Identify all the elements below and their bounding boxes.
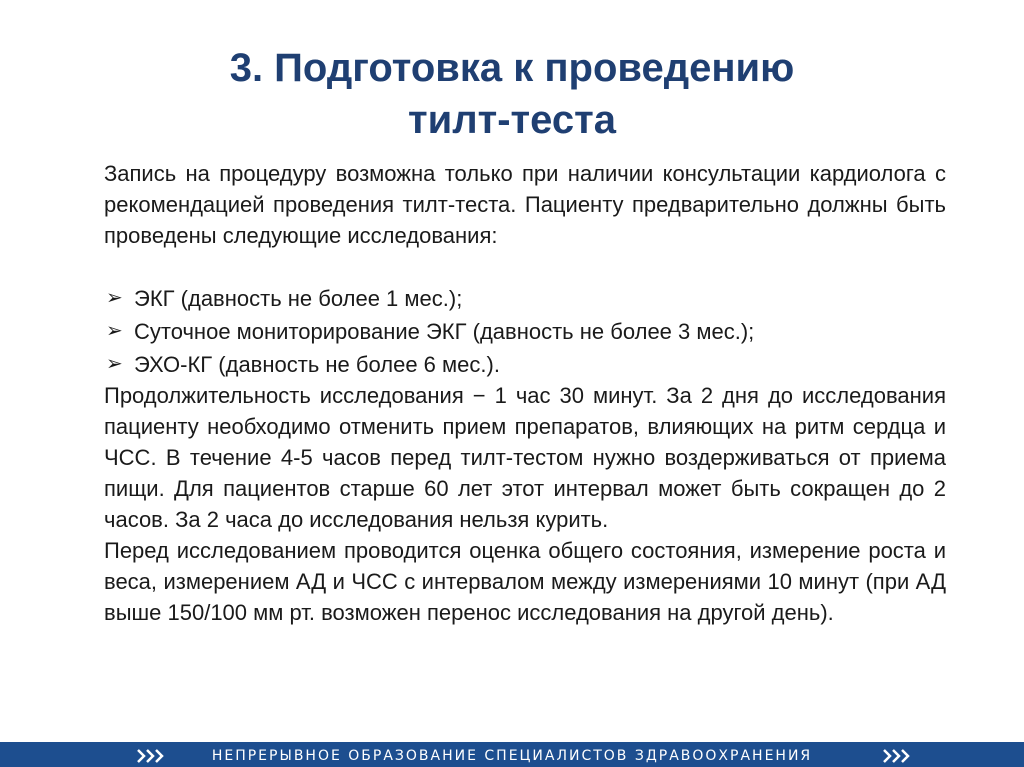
assessment-paragraph: Перед исследованием проводится оценка общего состояния, измерение роста и веса, измерением АД и ЧСС с интервалом между измерениями 10 минут (при АД выше 150/100 мм рт. возможен перенос исследования на другой день). <box>104 538 946 625</box>
list-item <box>104 315 946 348</box>
requirements-list <box>104 282 946 381</box>
duration-paragraph: Продолжительность исследования − 1 час 30 минут. За 2 дня до исследования пациенту необходимо отменить прием препаратов, влияющих на ритм сердца и ЧСС. В течение 4-5 часов перед тилт-тестом нужно воздерживаться от приема пищи. Для пациентов старше 60 лет этот интервал может быть сокращен до 2 часов. За 2 часа до исследования нельзя курить. <box>104 383 946 532</box>
title-line-2: тилт-теста <box>408 98 616 142</box>
details-block <box>104 380 946 628</box>
list-item-text: Суточное мониторирование ЭКГ (давность не более 3 мес.); <box>134 319 755 344</box>
arrowhead-icon: ➢ <box>106 353 123 375</box>
arrowhead-icon: ➢ <box>106 287 123 309</box>
footer-text: НЕПРЕРЫВНОЕ ОБРАЗОВАНИЕ СПЕЦИАЛИСТОВ ЗДРАВООХРАНЕНИЯ <box>211 748 813 764</box>
intro-paragraph: Запись на процедуру возможна только при наличии консультации кардиолога с рекомендацией проведения тилт-теста. Пациенту предварительно должны быть проведены следующие исследования: <box>104 161 946 248</box>
footer-bar <box>0 742 1024 767</box>
list-item <box>104 348 946 381</box>
arrowhead-icon: ➢ <box>106 320 123 342</box>
list-item-text: ЭХО-КГ (давность не более 6 мес.). <box>134 352 500 377</box>
title-line-1: 3. Подготовка к проведению <box>229 46 795 90</box>
list-item <box>104 282 946 315</box>
slide-title <box>0 42 1024 146</box>
chevrons-icon <box>882 748 918 764</box>
list-item-text: ЭКГ (давность не более 1 мес.); <box>134 286 463 311</box>
intro-block <box>104 158 946 251</box>
